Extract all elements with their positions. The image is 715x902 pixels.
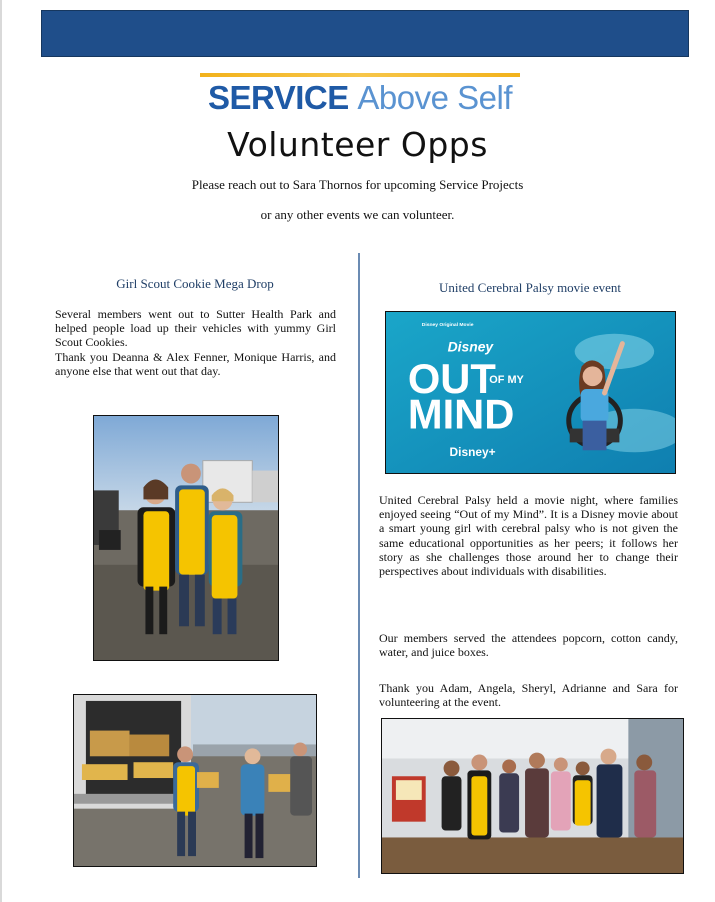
poster-studio: Disney [447, 338, 494, 355]
girl-scout-volunteers-photo [93, 415, 279, 661]
left-paragraph [55, 307, 336, 378]
intro-line-2: or any other events we can volunteer. [260, 207, 455, 222]
left-paragraph-line-1: Several members went out to Sutter Health Park and helped people load up their vehicles with yummy Girl Scout Cookies. [55, 307, 336, 350]
logo-word-service: SERVICE [207, 79, 349, 116]
logo-word-above-self: Above Self [357, 79, 513, 116]
ucp-paragraph-3: Thank you Adam, Angela, Sheryl, Adrianne and Sara for volunteering at the event. [379, 681, 678, 710]
right-heading: United Cerebral Palsy movie event [439, 280, 621, 295]
column-divider [358, 253, 360, 878]
poster-title-out: OUT [407, 355, 496, 402]
out-of-my-mind-poster [385, 311, 676, 474]
poster-title-mind: MIND [407, 390, 515, 438]
intro-line-1: Please reach out to Sara Thornos for upcoming Service Projects [191, 177, 524, 192]
header-band [41, 10, 689, 57]
service-above-self-logo [200, 73, 520, 123]
ucp-paragraph-1: United Cerebral Palsy held a movie night, where families enjoyed seeing “Out of my Mind”. It is a Disney movie about a smart young girl with cerebral palsy who is not given the same educational opportunities as her peers; it follows her story as she challenges those around her to change their perspectives about individuals with disabilities. [379, 493, 678, 579]
logo-gold-bar [200, 73, 520, 77]
page-title: Volunteer Opps [227, 125, 488, 164]
poster-title-of-my: OF MY [489, 374, 524, 387]
poster-bottom-brand: Disney+ [449, 445, 496, 460]
logo-text [200, 79, 520, 117]
cookie-truck-loading-photo [73, 694, 317, 867]
movie-event-group-photo [381, 718, 684, 874]
left-paragraph-line-2: Thank you Deanna & Alex Fenner, Monique Harris, and anyone else that went out that day. [55, 349, 336, 378]
poster-top-caption: Disney Original Movie [421, 322, 474, 328]
ucp-paragraph-2: Our members served the attendees popcorn, cotton candy, water, and juice boxes. [379, 631, 678, 660]
left-heading: Girl Scout Cookie Mega Drop [116, 276, 274, 291]
